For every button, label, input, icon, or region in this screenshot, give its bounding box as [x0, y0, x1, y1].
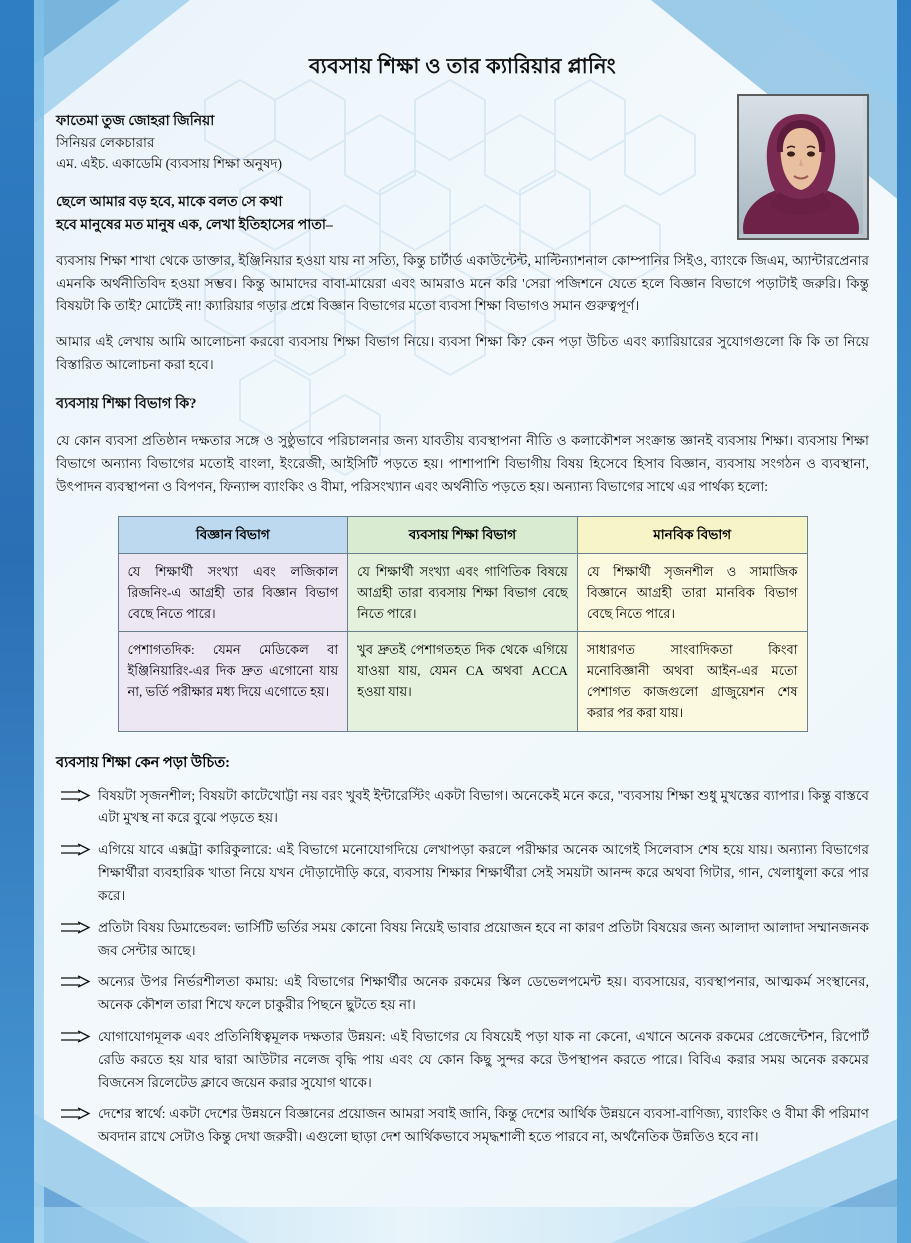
table-header-science: বিজ্ঞান বিভাগ — [118, 517, 348, 554]
arrow-right-icon — [60, 789, 92, 803]
arrow-right-icon — [60, 921, 92, 935]
arrow-right-icon — [60, 975, 92, 989]
list-item — [56, 917, 869, 963]
intro-paragraph-1: ব্যবসায় শিক্ষা শাখা থেকে ডাক্তার, ইঞ্জিনিয়ার হওয়া যায় না সত্যি, কিন্তু চার্টার্ড একাউন্টেন্ট, মাল্টিন্যাশনাল কোম্পানির সিইও, ব্যাংকে জিএম, অ্যান্টারপ্রেনার এমনকি অর্থনীতিবিদ হওয়া সম্ভব। কিন্তু আমাদের বাবা-মায়েরা এবং আমরাও মনে করি 'সেরা পজিশনে যেতে হলে বিজ্ঞান বিভাগে পড়াটাই জরুরি। কিন্তু বিষয়টা কি তাই? মোটেই না! ক্যারিয়ার গড়ার প্রশ্নে বিজ্ঞান বিভাগের মতো ব্যবসা শিক্ষা বিভাগও সমান গুরুত্বপূর্ণ। — [56, 252, 869, 314]
arrow-right-icon — [60, 843, 92, 857]
table-header-row — [118, 517, 807, 554]
list-item-text: দেশের স্বার্থে: একটা দেশের উন্নয়নে বিজ্ঞানের প্রয়োজন আমরা সবাই জানি, কিন্তু দেশের আর্থিক উন্নয়নে ব্যবসা-বাণিজ্য, ব্যাংকিং ও বীমা কী পরিমাণ অবদান রাখে সেটাও কিন্তু দেখা জরুরী। এগুলো ছাড়া দেশ আর্থিকভাবে সমৃদ্ধশালী হতে পারবে না, অর্থনৈতিক উন্নতিও হবে না। — [98, 1106, 869, 1145]
section-heading-what-is: ব্যবসায় শিক্ষা বিভাগ কি? — [56, 395, 197, 412]
table-cell-humanities-1: যে শিক্ষার্থী সৃজনশীল ও সামাজিক বিজ্ঞানে আগ্রহী তারা মানবিক বিভাগ বেছে নিতে পারে। — [577, 554, 807, 632]
list-item-text: বিষয়টা সৃজনশীল; বিষয়টা কাটেখোট্টা নয় বরং খুবই ইন্টারেস্টিং একটা বিভাগ। অনেকেই মনে করে, "ব্যবসায় শিক্ষা শুধু মুখস্তের ব্যাপার। কিন্তু বাস্তবে এটা মুখস্থ না করে বুঝে পড়তে হয়। — [98, 787, 869, 826]
list-item — [56, 971, 869, 1017]
list-item-text: প্রতিটা বিষয় ডিমান্ডেবল: ভার্সিটি ভর্তির সময় কোনো বিষয় নিয়েই ভাবার প্রয়োজন হবে না কারণ প্রতিটা বিষয়ের জন্য আলাদা আলাদা সম্মানজনক জব সেন্টার আছে। — [98, 919, 869, 958]
table-header-humanities: মানবিক বিভাগ — [577, 517, 807, 554]
list-item-text: অন্যের উপর নির্ভরশীলতা কমায়: এই বিভাগের শিক্ষার্থীর অনেক রকমের স্কিল ডেভেলপমেন্ট হয়। ব্যবসায়ের, ব্যবস্থাপনার, আত্মকর্ম সংস্থানের, অনেক কৌশল তারা শিখে ফলে চাকুরীর পিছনে ছুটতে হয় না। — [98, 974, 869, 1013]
list-item — [56, 1026, 869, 1094]
comparison-table — [118, 516, 808, 731]
poem-line-2: হবে মানুষের মত মানুষ এক, লেখা ইতিহাসের পাতা– — [56, 217, 333, 233]
list-item-text: যোগাযোগমূলক এবং প্রতিনিধিত্বমূলক দক্ষতার উন্নয়ন: এই বিভাগের যে বিষয়েই পড়া যাক না কেনো, এখানে অনেক রকমের প্রেজেন্টেশন, রিপোর্ট রেডি করতে হয় যার দ্বারা আউটার নলেজ বৃদ্ধি পায় এবং যে কোন কিছু সুন্দর করে উপস্থাপন করতে পারে। বিবিএ করার সময় অনেক রকমের বিজনেস রিলেটেড ক্লাবে জয়েন করার সুযোগ থাকে। — [98, 1028, 869, 1090]
portrait-photo-icon — [739, 96, 863, 234]
table-cell-business-1: যে শিক্ষার্থী সংখ্যা এবং গাণিতিক বিষয়ে আগ্রহী তারা ব্যবসায় শিক্ষা বিভাগ বেছে নিতে পারে। — [348, 554, 578, 632]
list-item — [56, 1103, 869, 1149]
author-designation: সিনিয়র লেকচারার — [56, 134, 155, 150]
table-cell-science-2: পেশাগতদিক: যেমন মেডিকেল বা ইঞ্জিনিয়ারিং-এর দিক দ্রুত এগোনো যায় না, ভর্তি পরীক্ষার মধ্য দিয়ে এগোতে হয়। — [118, 632, 348, 731]
section-heading-why-study: ব্যবসায় শিক্ষা কেন পড়া উচিত: — [56, 754, 230, 771]
section1-paragraph-1: যে কোন ব্যবসা প্রতিষ্ঠান দক্ষতার সঙ্গে ও সুষ্ঠুভাবে পরিচালনার জন্য যাবতীয় ব্যবস্থাপনা নীতি ও কলাকৌশল সংক্রান্ত জ্ঞানই ব্যবসায় শিক্ষা। ব্যবসায় শিক্ষা বিভাগে অন্যান্য বিভাগের মতোই বাংলা, ইংরেজী, আইসিটি পড়তে হয়। পাশাপাশি বিভাগীয় বিষয় হিসেবে হিসাব বিজ্ঞান, ব্যবসায় সংগঠন ও ব্যবস্থানা, উৎপাদন ব্যবস্থাপনা ও বিপণন, ফিন্যান্স ব্যাংকিং ও বীমা, পরিসংখ্যান এবং অর্থনীতি পড়তে হয়। অন্যান্য বিভাগের সাথে এর পার্থক্য হলো: — [56, 432, 869, 494]
table-row — [118, 554, 807, 632]
right-border-band — [897, 0, 911, 1243]
page-title: ব্যবসায় শিক্ষা ও তার ক্যারিয়ার প্লানিং — [309, 54, 616, 78]
arrow-right-icon — [60, 1107, 92, 1121]
left-border-band-light — [34, 0, 44, 1243]
table-cell-science-1: যে শিক্ষার্থী সংখ্যা এবং লজিকাল রিজনিং-এ আগ্রহী তার বিজ্ঞান বিভাগ বেছে নিতে পারে। — [118, 554, 348, 632]
arrow-right-icon — [60, 1030, 92, 1044]
author-institution: এম. এইচ. একাডেমি (ব্যবসায় শিক্ষা অনুষদ) — [56, 155, 283, 171]
list-item — [56, 839, 869, 907]
table-header-business: ব্যবসায় শিক্ষা বিভাগ — [348, 517, 578, 554]
poem-line-1: ছেলে আমার বড় হবে, মাকে বলত সে কথা — [56, 194, 283, 210]
table-cell-business-2: খুব দ্রুতই পেশাগতহত দিক থেকে এগিয়ে যাওয়া যায়, যেমন CA অথবা ACCA হওয়া যায়। — [348, 632, 578, 731]
author-portrait — [737, 94, 869, 240]
list-item — [56, 785, 869, 831]
bottom-band — [0, 1207, 911, 1243]
document-content — [56, 0, 869, 1149]
list-item-text: এগিয়ে যাবে এক্সট্রা কারিকুলারে: এই বিভাগে মনোযোগদিয়ে লেখাপড়া করলে পরীক্ষার অনেক আগেই সিলেবাস শেষ হয়ে যায়। অন্যান্য বিভাগের শিক্ষার্থীরা ব্যবহারিক খাতা নিয়ে যখন দৌড়াদৌড়ি করে, ব্যবসায় শিক্ষার শিক্ষার্থীরা সেই সময়টা আনন্দ করে অথবা গিটার, গান, খেলাধুলা করে পার করে। — [98, 842, 869, 903]
left-border-band — [0, 0, 34, 1243]
table-row — [118, 632, 807, 731]
author-name: ফাতেমা তুজ জোহরা জিনিয়া — [56, 114, 215, 129]
intro-paragraph-2: আমার এই লেখায় আমি আলোচনা করবো ব্যবসায় শিক্ষা বিভাগ নিয়ে। ব্যবসা শিক্ষা কি? কেন পড়া উচিত এবং ক্যারিয়ারের সুযোগগুলো কি কি তা নিয়ে বিস্তারিত আলোচনা করা হবে। — [56, 334, 869, 373]
table-cell-humanities-2: সাধারণত সাংবাদিকতা কিংবা মনোবিজ্ঞানী অথবা আইন-এর মতো পেশাগত কাজগুলো গ্রাজুয়েশন শেষ করার পর করা যায়। — [577, 632, 807, 731]
